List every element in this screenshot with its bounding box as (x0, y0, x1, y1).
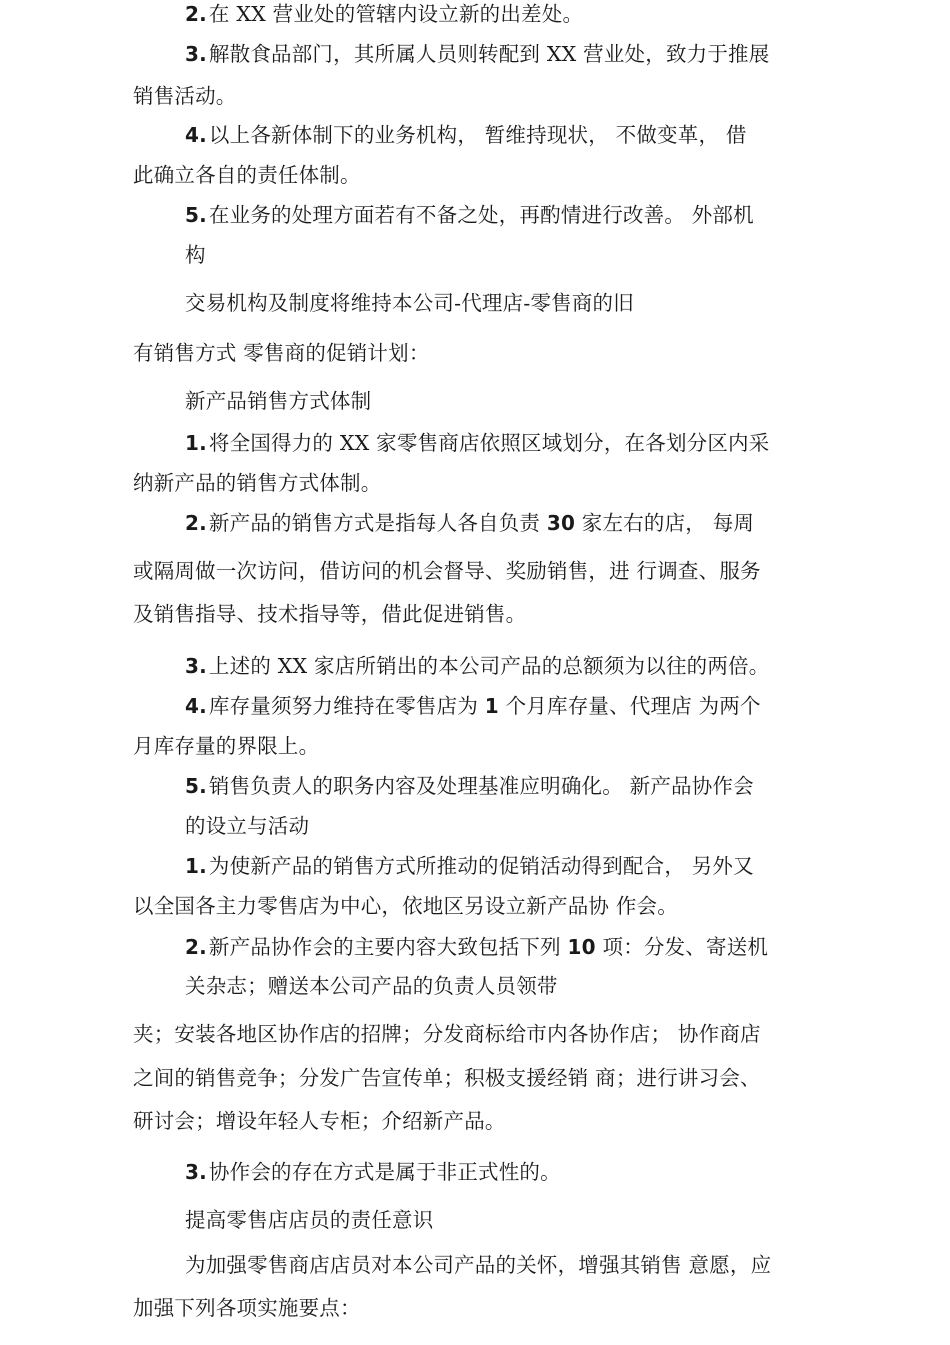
paragraph-line (133, 340, 430, 366)
list-number: 3. (185, 1160, 207, 1184)
list-number: 5. (185, 203, 207, 227)
paragraph-text: 销售活动。 (133, 84, 237, 108)
paragraph-text: 为加强零售商店店员对本公司产品的关怀，增强其销售 意愿，应 (185, 1253, 772, 1277)
paragraph-line (133, 470, 381, 496)
highlight-number: 1 (484, 694, 499, 718)
paragraph-text: 上述的 XX 家店所销出的本公司产品的总额须为以往的两倍。 (208, 654, 770, 678)
list-number: 3. (185, 42, 207, 66)
highlight-number: 30 (546, 511, 576, 535)
list-number: 3. (185, 654, 207, 678)
list-number: 1. (185, 854, 207, 878)
paragraph-line (133, 162, 361, 188)
paragraph-text: 夹；安装各地区协作店的招牌；分发商标给市内各协作店； 协作商店 (133, 1022, 761, 1046)
list-number: 2. (185, 2, 207, 26)
paragraph-text: 以上各新体制下的业务机构， 暂维持现状， 不做变革， 借 (208, 123, 747, 147)
list-item (185, 934, 768, 960)
paragraph-text: 库存量须努力维持在零售店为 (208, 694, 485, 718)
paragraph-text: 及销售指导、技术指导等，借此促进销售。 (133, 602, 527, 626)
paragraph-text: 解散食品部门，其所属人员则转配到 XX 营业处，致力于推展 (208, 42, 770, 66)
paragraph-line (133, 1065, 761, 1091)
list-number: 4. (185, 694, 207, 718)
paragraph-text: 在 XX 营业处的管辖内设立新的出差处。 (208, 2, 584, 26)
paragraph-text: 研讨会；增设年轻人专柜；介绍新产品。 (133, 1109, 506, 1133)
heading-text: 新产品销售方式体制 (185, 389, 372, 413)
list-item (185, 853, 754, 879)
list-item (185, 1, 583, 27)
list-item (185, 41, 769, 67)
heading-text: 提高零售店店员的责任意识 (185, 1208, 434, 1232)
paragraph-line (133, 1021, 761, 1047)
list-item (185, 693, 761, 719)
paragraph-text: 的设立与活动 (185, 814, 310, 838)
paragraph-text: 在业务的处理方面若有不备之处，再酌情进行改善。 外部机 (208, 203, 754, 227)
list-item (185, 653, 769, 679)
list-number: 1. (185, 431, 207, 455)
paragraph-text: 关杂志；赠送本公司产品的负责人员领带 (185, 974, 558, 998)
paragraph-text: 个月库存量、代理店 为两个 (498, 694, 761, 718)
list-item (185, 122, 747, 148)
list-item (185, 430, 769, 456)
paragraph-line (185, 290, 634, 316)
paragraph-text: 此确立各自的责任体制。 (133, 163, 361, 187)
paragraph-text: 加强下列各项实施要点： (133, 1296, 361, 1320)
list-item (185, 510, 754, 536)
paragraph-text: 将全国得力的 XX 家零售商店依照区域划分，在各划分区内采 (208, 431, 770, 455)
list-number: 2. (185, 511, 207, 535)
paragraph-text: 协作会的存在方式是属于非正式性的。 (208, 1160, 561, 1184)
paragraph-text: 构 (185, 243, 206, 267)
paragraph-text: 或隔周做一次访问，借访问的机会督导、奖励销售，进 行调查、服务 (133, 559, 761, 583)
paragraph-line (133, 558, 761, 584)
paragraph-text: 新产品的销售方式是指每人各自负责 (208, 511, 547, 535)
highlight-number: 10 (567, 935, 596, 959)
list-item (185, 773, 754, 799)
paragraph-line (133, 733, 319, 759)
paragraph-line (133, 893, 678, 919)
paragraph-text: 项：分发、寄送机 (595, 935, 769, 959)
paragraph-line (133, 83, 237, 109)
paragraph-text: 有销售方式 零售商的促销计划： (133, 341, 430, 365)
paragraph-text: 纳新产品的销售方式体制。 (133, 471, 382, 495)
section-heading (185, 388, 371, 414)
paragraph-text: 月库存量的界限上。 (133, 734, 320, 758)
paragraph-line (185, 813, 309, 839)
paragraph-line (133, 1295, 361, 1321)
list-number: 2. (185, 935, 207, 959)
list-number: 5. (185, 774, 207, 798)
list-item (185, 202, 754, 228)
paragraph-line (185, 1252, 771, 1278)
list-item (185, 1159, 561, 1185)
paragraph-text: 以全国各主力零售店为中心，依地区另设立新产品协 作会。 (133, 894, 678, 918)
paragraph-text: 为使新产品的销售方式所推动的促销活动得到配合， 另外又 (208, 854, 754, 878)
paragraph-line (133, 1108, 506, 1134)
paragraph-text: 家左右的店， 每周 (575, 511, 755, 535)
paragraph-line (185, 242, 206, 268)
paragraph-text: 销售负责人的职务内容及处理基准应明确化。 新产品协作会 (208, 774, 754, 798)
paragraph-line (133, 601, 526, 627)
paragraph-text: 之间的销售竞争；分发广告宣传单；积极支援经销 商；进行讲习会、 (133, 1066, 761, 1090)
list-number: 4. (185, 123, 207, 147)
paragraph-line (185, 973, 558, 999)
section-heading (185, 1207, 433, 1233)
paragraph-text: 交易机构及制度将维持本公司-代理店-零售商的旧 (185, 291, 634, 315)
paragraph-text: 新产品协作会的主要内容大致包括下列 (208, 935, 568, 959)
